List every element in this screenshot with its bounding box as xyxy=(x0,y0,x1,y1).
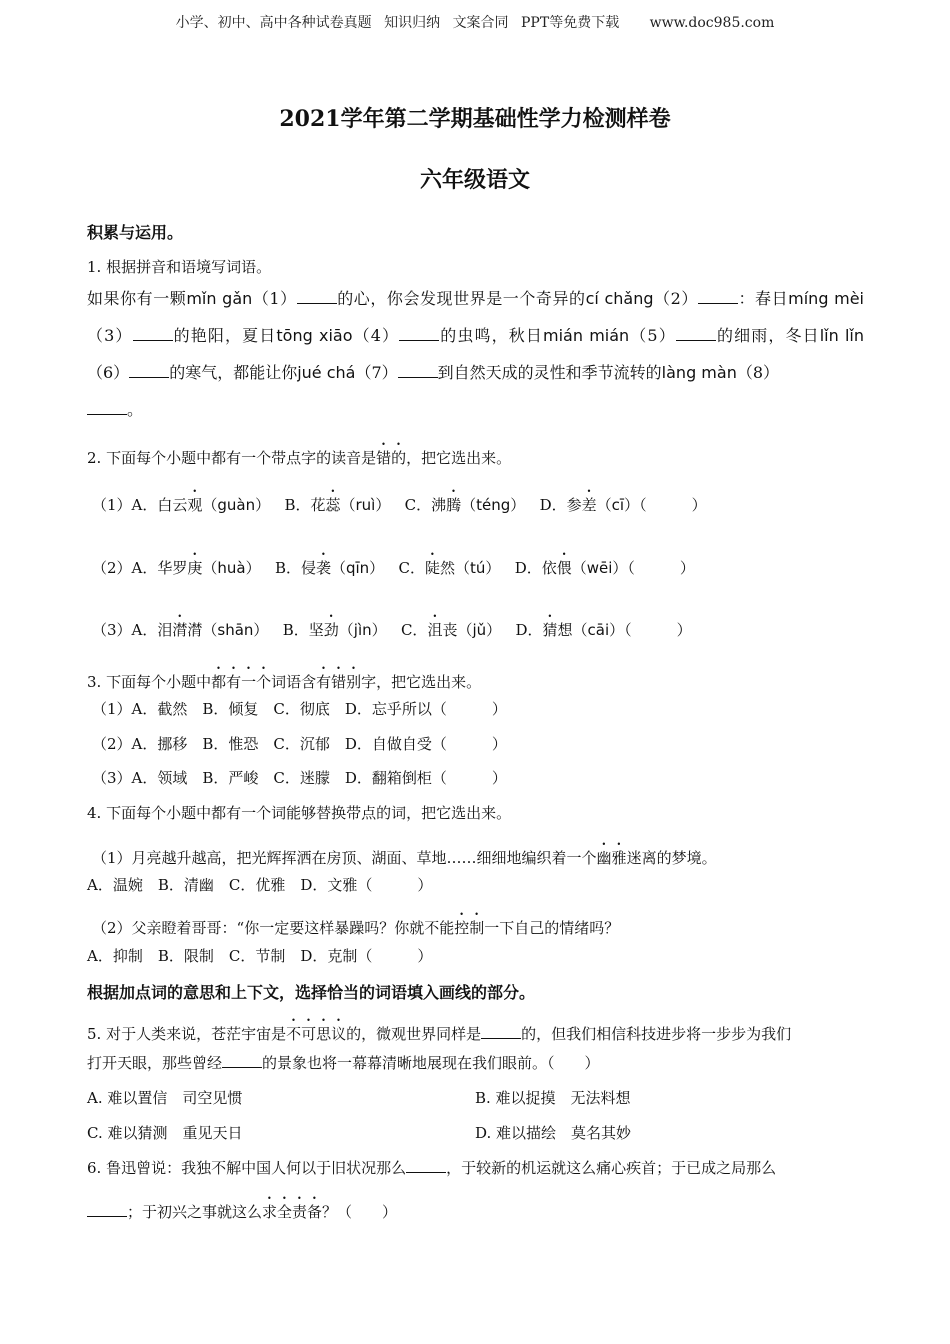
answer-paren[interactable]: （ ） xyxy=(639,496,707,514)
question-4-stem: 4. 下面每个小题中都有一个词能够替换带点的词，把它选出来。 xyxy=(87,804,512,822)
answer-blank[interactable] xyxy=(399,328,439,341)
option-a[interactable]: A. 难以置信 司空见惯 xyxy=(87,1089,243,1107)
answer-blank[interactable] xyxy=(698,291,738,304)
question-4-options-2: A．抑制 B．限制 C．节制 D．克制（ ） xyxy=(87,947,433,965)
question-1-body: 如果你有一颗mǐn gǎn（1） 的心，你会发现世界是一个奇异的cí chǎng（2） ：春日míng mèi（3） 的艳阳，夏日tōng xiāo（4） 的虫鸣，秋日mián mián（5） 的细雨，冬日lǐn lǐn（6） 的寒气，都能让你jué chá（7） 到自然天成的灵性和季节流转的làng màn（8） 。 xyxy=(87,289,864,419)
header-item: 文案合同 xyxy=(452,15,509,31)
answer-blank[interactable] xyxy=(481,1026,521,1039)
question-2-item-3: （3）A．泪潸潸（shān） B．坚劲（jìn） C．沮丧（jǔ） D．猜想（cāi）（ ） xyxy=(92,621,692,639)
answer-blank[interactable] xyxy=(676,328,716,341)
question-1-stem: 1. 根据拼音和语境写词语。 xyxy=(87,258,272,276)
answer-blank[interactable] xyxy=(87,402,127,415)
question-2-item-2: （2）A．华罗庚（huà） B．侵袭（qīn） C．陡然（tú） D．依偎（wēi）（ ） xyxy=(92,559,695,577)
option-c[interactable]: C. 难以猜测 重见天日 xyxy=(87,1124,243,1142)
section-heading: 根据加点词的意思和上下文，选择恰当的词语填入画线的部分。 xyxy=(87,983,536,1002)
answer-blank[interactable] xyxy=(87,1204,127,1217)
option-b[interactable]: B. 难以捉摸 无法料想 xyxy=(475,1089,631,1107)
header-item: PPT等免费下载 xyxy=(521,15,620,31)
page-header xyxy=(0,12,950,32)
question-5-line-1: 5. 对于人类来说，苍茫宇宙是不可思议的，微观世界同样是 的，但我们相信科技进步将一步步为我们 xyxy=(87,1025,792,1043)
question-4-sentence-1: （1）月亮越升越高，把光辉挥洒在房顶、湖面、草地……细细地编织着一个幽雅迷离的梦境。 xyxy=(92,849,717,867)
question-4-options-1: A．温婉 B．清幽 C．优雅 D．文雅（ ） xyxy=(87,876,433,894)
answer-paren[interactable]: （ ） xyxy=(624,621,692,639)
question-3-item: （2）A．挪移 B．惟恐 C．沉郁 D．自做自受（ ） xyxy=(92,735,507,753)
question-6-line-1: 6. 鲁迅曾说：我独不解中国人何以于旧状况那么 ，于较新的机运就这么痛心疾首；于已成之局那么 xyxy=(87,1159,777,1177)
answer-blank[interactable] xyxy=(398,365,438,378)
question-3-item: （3）A．领域 B．严峻 C．迷朦 D．翻箱倒柜（ ） xyxy=(92,769,507,787)
question-3-stem: 3. 下面每个小题中都有一个词语含有错别字，把它选出来。 xyxy=(87,673,482,691)
question-2-item-1: （1）A．白云观（guàn） B．花蕊（ruì） C．沸腾（téng） D．参差（cī）（ ） xyxy=(92,496,707,514)
question-2-stem: 2. 下面每个小题中都有一个带点字的读音是错的，把它选出来。 xyxy=(87,449,512,467)
answer-blank[interactable] xyxy=(297,291,337,304)
question-6-line-2: ；于初兴之事就这么求全责备？（ ） xyxy=(87,1194,397,1222)
question-3-item: （1）A．截然 B．倾复 C．彻底 D．忘乎所以（ ） xyxy=(92,700,507,718)
header-item: 知识归纳 xyxy=(384,15,441,31)
section-heading: 积累与运用。 xyxy=(87,223,184,242)
header-link[interactable]: www.doc985.com xyxy=(649,15,775,31)
answer-blank[interactable] xyxy=(129,365,169,378)
header-item: 小学、初中、高中各种试卷真题 xyxy=(175,15,372,31)
answer-blank[interactable] xyxy=(222,1055,262,1068)
answer-paren[interactable]: （ ） xyxy=(627,559,695,577)
exam-subtitle: 六年级语文 xyxy=(419,167,530,193)
question-4-sentence-2: （2）父亲瞪着哥哥：“你一定要这样暴躁吗？你就不能控制一下自己的情绪吗？ xyxy=(92,919,620,937)
exam-title: 2021学年第二学期基础性学力检测样卷 xyxy=(279,106,671,132)
answer-blank[interactable] xyxy=(406,1160,446,1173)
answer-blank[interactable] xyxy=(133,328,173,341)
option-d[interactable]: D. 难以描绘 莫名其妙 xyxy=(475,1124,632,1142)
question-5-line-2: 打开天眼，那些曾经 的景象也将一幕幕清晰地展现在我们眼前。（ ） xyxy=(87,1054,600,1072)
